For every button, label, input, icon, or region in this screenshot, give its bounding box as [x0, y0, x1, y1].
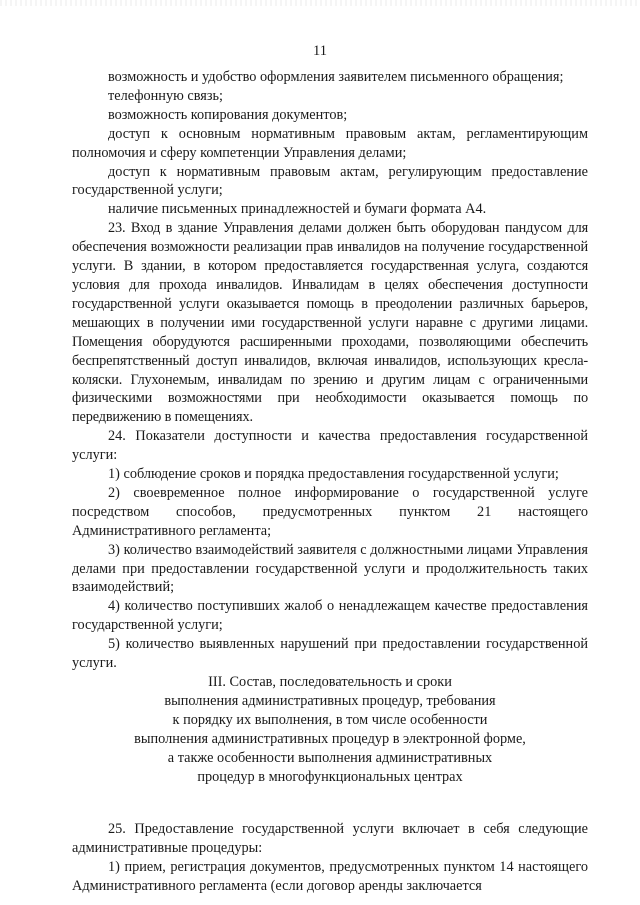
list-item-5: 5) количество выявленных нарушений при предоставлении государственной услуги. [72, 636, 588, 672]
heading-line: к порядку их выполнения, в том числе особенности [172, 711, 488, 728]
paragraph-written-request: возможность и удобство оформления заявителем письменного обращения; [108, 69, 564, 85]
list-item-3: 3) количество взаимодействий заявителя с должностными лицами Управления делами при предоставлении государственной услуги и продолжительность таких взаимодействий; [72, 541, 588, 596]
heading-line: а также особенности выполнения административных [167, 749, 493, 766]
section-spacer [72, 786, 588, 820]
heading-line: III. Состав, последовательность и сроки [208, 674, 452, 690]
paragraph-regulatory-acts: доступ к нормативным правовым актам, регулирующим предоставление государственной услуги; [72, 163, 588, 199]
paragraph-25-procedures: 25. Предоставление государственной услуги включает в себя следующие административные процедуры: [72, 821, 588, 857]
section-heading-iii [72, 673, 588, 786]
paragraph-23-accessibility: 23. Вход в здание Управления делами должен быть оборудован пандусом для обеспечения возможности реализации прав инвалидов на получение государственной услуги. В здании, в котором предоставляется государственная услуга, создаются условия для прохода инвалидов. Инвалидам в целях обеспечения доступности государственной услуги оказывается помощь в преодолении различных барьеров, мешающих в получении ими государственной услуги наравне с другими лицами. Помещения оборудуются расширенными проходами, позволяющими обеспечить беспрепятственный доступ инвалидов, включая инвалидов, использующих кресла-коляски. Глухонемым, инвалидам по зрению и другим лицам с ограниченными физическими возможностями при необходимости оказывается помощь по передвижению в помещениях. [72, 220, 588, 426]
paragraph-acts-access: доступ к основным нормативным правовым актам, регламентирующим полномочия и сферу компетенции Управления делами; [72, 125, 588, 161]
list-item-1: 1) соблюдение сроков и порядка предоставления государственной услуги; [108, 466, 559, 483]
list-item-4: 4) количество поступивших жалоб о ненадлежащем качестве предоставления государственной услуги; [72, 598, 588, 634]
scan-artifact-strip [0, 0, 640, 6]
heading-line: процедур в многофункциональных центрах [197, 768, 463, 785]
list-item-2: 2) своевременное полное информирование о государственной услуге посредством способов, предусмотренных пунктом 21 настоящего Административного регламента; [72, 484, 588, 539]
paragraph-phone: телефонную связь; [108, 87, 223, 104]
paragraph-24-indicators: 24. Показатели доступности и качества предоставления государственной услуги: [72, 428, 588, 464]
paragraph-stationery: наличие письменных принадлежностей и бумаги формата А4. [108, 201, 487, 218]
heading-line: выполнения административных процедур, требования [164, 692, 496, 709]
page-number: 11 [313, 43, 327, 59]
list-item-reception: 1) прием, регистрация документов, предусмотренных пунктом 14 настоящего Административного регламента (если договор аренды заключается [72, 859, 588, 895]
document-body [72, 68, 588, 896]
paragraph-copying: возможность копирования документов; [108, 106, 348, 123]
heading-line: выполнения административных процедур в электронной форме, [134, 730, 526, 747]
